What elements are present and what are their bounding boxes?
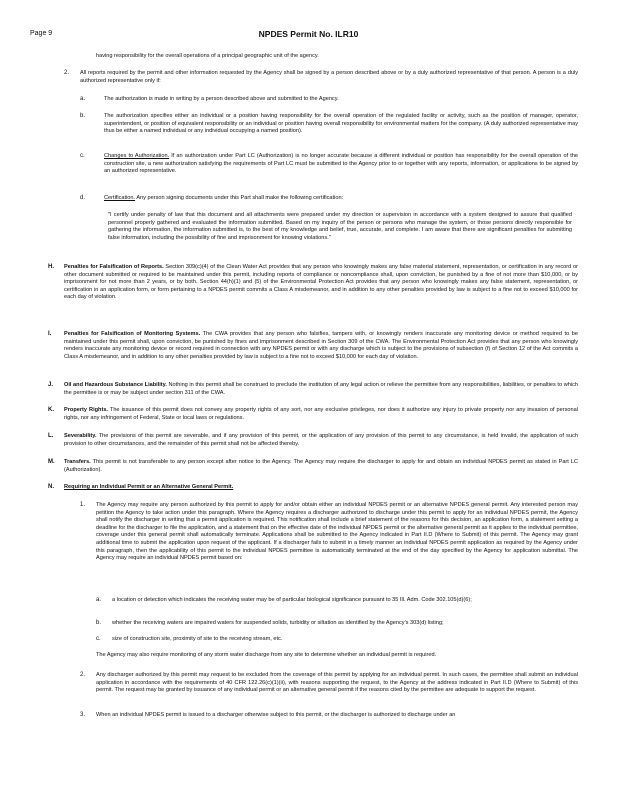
n1c-label: c. [96, 636, 101, 642]
section-j-text [64, 382, 578, 397]
section-k-body: The issuance of this permit does not convey any property rights of any sort, nor any exclusive privileges, nor does it authorize any injury to private property nor any invasion of personal rights, nor any infringement of Federal, State or local laws or regulations. [64, 407, 578, 421]
n3-text: When an individual NPDES permit is issued to a discharger otherwise subject to this permit, or the discharger is authorized to discharge under an [96, 712, 456, 718]
item-2c-title: Changes to Authorization. [104, 153, 170, 159]
certification-quote: "I certify under penalty of law that this document and all attachments were prepared under my direction or supervision in accordance with a system designed to assure that qualified personnel properly gathered and evaluated the information submitted. Based on my inquiry of the person or persons who manage the system, or those persons directly responsible for gathering the information, the information submitted is, to the best of my knowledge and belief, true, accurate, and complete. I am aware that there are significant penalties for submitting false information, including the possibility of fine and imprisonment for knowing violations." [108, 212, 572, 241]
section-i-body: The CWA provides that any person who falsifies, tampers with, or knowingly renders inaccurate any monitoring device or method required to be maintained under this permit shall, upon conviction, be punished by fines and imprisonment described in Section 309 of the CWA. The Environmental Protection Act provides that any person who knowingly renders inaccurate any monitoring device or record required in connection with any NPDES permit or with any discharge which is subject to the provisions of subsection (f) of Section 12 of the Act commits a Class A misdemeanor, and in addition to any other penalties provided by law is subject to a fine not to exceed $10,000 for each day of violation. [64, 331, 578, 360]
n1b-text: whether the receiving waters are impaired waters for suspended solids, turbidity or siltation as identified by the Agency's 303(d) listing; [112, 620, 444, 626]
section-i-text [64, 331, 578, 361]
section-h-text [64, 264, 578, 302]
n1b-label: b. [96, 620, 102, 626]
item-2-label: 2. [64, 70, 70, 76]
item-2d-title: Certification. [104, 195, 136, 201]
section-l-title: Severability. [64, 433, 97, 439]
n3-label: 3. [80, 712, 86, 718]
n1-label: 1. [80, 502, 86, 508]
section-i-title: Penalties for Falsification of Monitoring Systems. [64, 331, 201, 337]
n2-text: Any discharger authorized by this permit may request to be excluded from the coverage of this permit by applying for an individual permit. In such cases, the permittee shall submit an individual application in accordance with the requirements of 40 CFR 122.26(c)(1)(ii), with reasons supporting the request, to the Agency at the address indicated in Part II.D (Where to Submit) of this permit. The request may be granted by issuance of any individual permit or an alternative general permit if the reasons cited by the permittee are adequate to support the request. [96, 672, 578, 694]
item-2c-body: If an authorization under Part LC (Authorization) is no longer accurate because a different individual or position has responsibility for the overall operation of the construction site, a new authorization satisfying the requirements of Part LC must be submitted to the Agency prior to or together with any reports, information, or applications to be signed by an authorized representative. [104, 153, 578, 175]
section-l-body: The provisions of this permit are severable, and if any provision of this permit, or the application of any provision of this permit to any circumstance, is held invalid, the application of such provision to other circumstances, and the remainder of this permit shall not be affected thereby. [64, 433, 578, 447]
n1a-text: a location or detection which indicates the receiving water may be of particular biological significance pursuant to 35 Ill. Adm. Code 302.105(d)(6); [112, 597, 472, 603]
section-j-title: Oil and Hazardous Substance Liability. [64, 382, 167, 388]
section-n-title: Requiring an Individual Permit or an Alternative General Permit. [64, 484, 234, 490]
section-h-label: H. [48, 264, 54, 270]
section-h-title: Penalties for Falsification of Reports. [64, 264, 164, 270]
item-2b-text: The authorization specifies either an individual or a position having responsibility for the overall operation of the regulated facility or activity, such as the position of manager, operator, superintendent, or position of equivalent responsibility or an individual or position having overall responsibility for environmental matters for the company. (A duly authorized representative may thus be either a named individual or any individual occupying a named position). [104, 113, 578, 135]
page-title: NPDES Permit No. ILR10 [258, 29, 359, 39]
item-2a-label: a. [80, 96, 86, 102]
section-m-text [64, 459, 578, 474]
section-h-body: Section 309(c)(4) of the Clean Water Act provides that any person who knowingly makes any false material statement, representation, or certification in any record or other document submitted or required to be maintained under this permit, including reports of compliance or noncompliance shall, upon conviction, be punished by a fine of not more than $10,000, or by imprisonment for not more than 2 years, or by both. Section 44(h)(1) and (5) of the Environmental Protection Act provides that any person who knowingly makes any false statement, representation, or certification in an application form, or form pertaining to a NPDES permit commits a Class A misdemeanor, and in addition to any other penalties provided by law is subject to a fine not to exceed $10,000 for each day of violation. [64, 264, 578, 301]
section-i-label: I. [48, 331, 52, 337]
section-j-label: J. [48, 382, 54, 388]
section-n-label: N. [48, 484, 54, 490]
section-m-label: M. [48, 459, 55, 465]
section-k-label: K. [48, 407, 54, 413]
item-2d-text [104, 195, 578, 203]
section-m-title: Transfers. [64, 459, 91, 465]
item-2c-text [104, 153, 578, 176]
item-2a-text: The authorization is made in writing by a person described above and submitted to the Agency. [104, 96, 339, 102]
item-2c-label: c. [80, 153, 85, 159]
section-m-body: This permit is not transferable to any person except after notice to the Agency. The Agency may require the discharger to apply for and obtain an individual NPDES permit as stated in Part LC (Authorization). [64, 459, 578, 473]
item-2b-label: b. [80, 113, 86, 119]
section-k-title: Property Rights. [64, 407, 108, 413]
section-k-text [64, 407, 578, 422]
section-l-label: L. [48, 433, 54, 439]
n1-text: The Agency may require any person authorized by this permit to apply for and/or obtain either an individual NPDES permit or an alternative NPDES general permit. Any interested person may petition the Agency to take action under this paragraph. Where the Agency requires a discharger authorized to discharge under this permit to apply for an individual NPDES permit, the Agency shall notify the discharger in writing that a permit application is required. This notification shall include a brief statement of the reasons for this decision, an application form, a statement setting a deadline for the discharger to file the application, and a statement that on the effective date of the individual NPDES permit or the alternative general permit as it applies to the individual permittee, coverage under this general permit shall automatically terminate. Applications shall be submitted to the Agency indicated in Part II.D (Where to Submit) of this permit. The Agency may grant additional time to submit the application upon request of the applicant. If a discharger fails to submit in a timely manner an individual NPDES permit application as required by the Agency under this paragraph, then the applicability of this permit to the individual NPDES permittee is automatically terminated at the end of the day specified by the Agency for application submittal. The Agency may require an individual NPDES permit based on: [96, 502, 578, 562]
section-j-body: Nothing in this permit shall be construed to preclude the institution of any legal action or relieve the permittee from any responsibilities, liabilities, or penalties to which the permittee is or may be subject under section 311 of the CWA. [64, 382, 578, 396]
item-2d-body: Any person signing documents under this Part shall make the following certification: [136, 195, 344, 201]
section-l-text [64, 433, 578, 448]
intro-text: having responsibility for the overall operations of a principal geographic unit of the agency. [96, 53, 319, 59]
page-number: Page 9 [30, 30, 53, 37]
n1-after-text: The Agency may also require monitoring of any storm water discharge from any site to determine whether an individual permit is required. [96, 652, 437, 658]
n1c-text: size of construction site, proximity of site to the receiving stream, etc. [112, 636, 283, 642]
item-2d-label: d. [80, 195, 86, 201]
item-2-text: All reports required by the permit and other information requested by the Agency shall be signed by a person described above or by a duly authorized representative of that person. A person is a duly authorized representative only if: [80, 70, 578, 84]
n1a-label: a. [96, 597, 102, 603]
n2-label: 2. [80, 672, 86, 678]
